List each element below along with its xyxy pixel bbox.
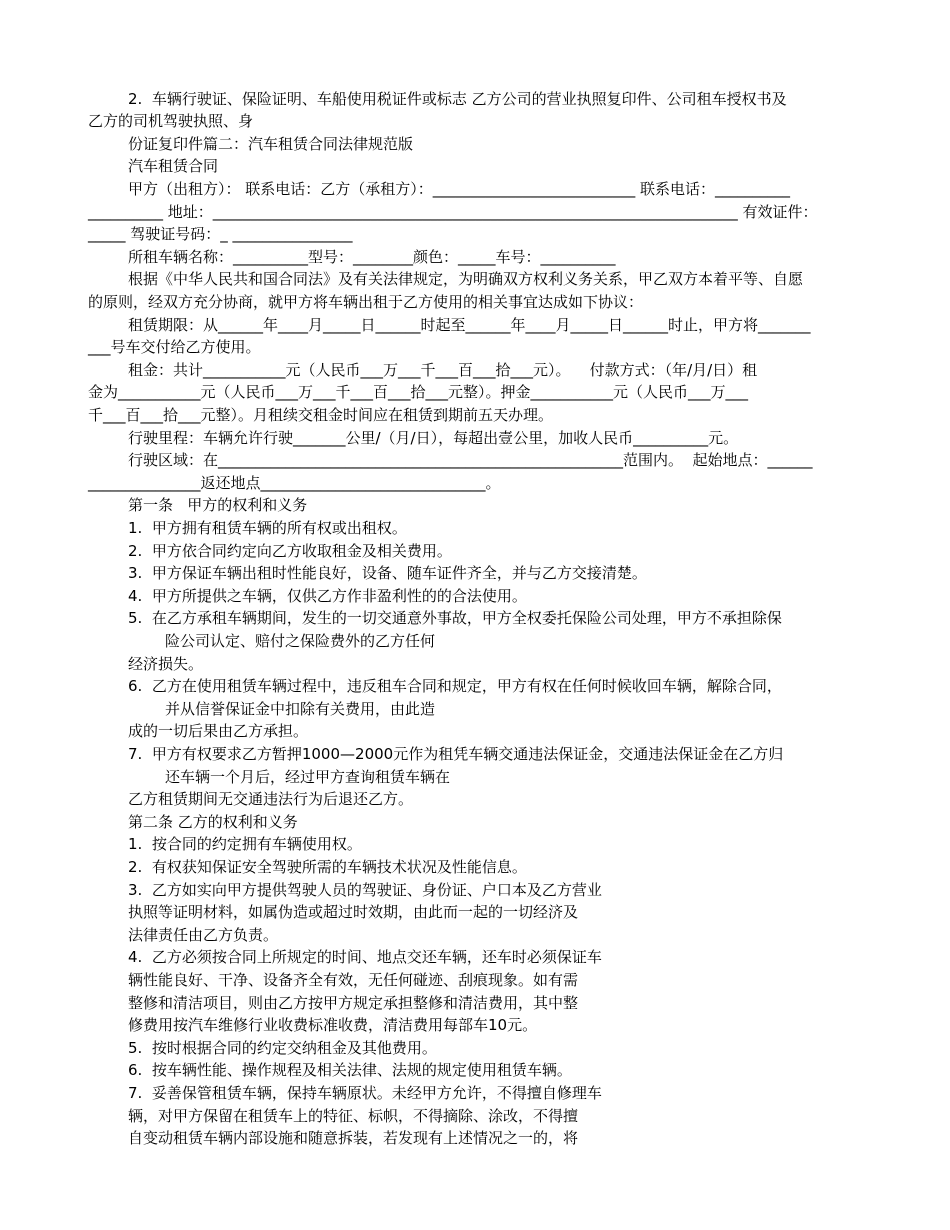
text-line: 乙方的司机驾驶执照、身 <box>88 112 254 130</box>
text-line: 行驶区域：在______________________________________________________范围内。 起始地点：______ <box>128 451 813 469</box>
list-item: 2. 甲方依合同约定向乙方收取租金及相关费用。 <box>128 542 452 560</box>
text-line: 还车辆一个月后，经过甲方查询租赁车辆在 <box>165 768 451 786</box>
list-item: 5. 在乙方承租车辆期间，发生的一切交通意外事故，甲方全权委托保险公司处理，甲方不承担除保 <box>128 609 782 627</box>
list-item: 1. 按合同的约定拥有车辆使用权。 <box>128 835 362 853</box>
text-line: 行驶里程：车辆允许行驶_______公里/（月/日），每超出壹公里，加收人民币__________元。 <box>128 429 739 447</box>
text-line: 2. 车辆行驶证、保险证明、车船使用税证件或标志 乙方公司的营业执照复印件、公司租车授权书及 <box>128 90 787 108</box>
text-line: 乙方租赁期间无交通违法行为后退还乙方。 <box>128 790 414 808</box>
list-item: 6. 乙方在使用租赁车辆过程中，违反租车合同和规定，甲方有权在任何时候收回车辆，解除合同， <box>128 677 782 695</box>
section-heading: 第二条 乙方的权利和义务 <box>128 813 298 831</box>
text-line: 租赁期限：从______年____月_____日______时起至______年____月_____日______时止，甲方将_______ <box>128 316 811 334</box>
list-item: 3. 乙方如实向甲方提供驾驶人员的驾驶证、身份证、户口本及乙方营业 <box>128 881 602 899</box>
section-heading: 第一条 甲方的权利和义务 <box>128 496 308 514</box>
text-line: 并从信誉保证金中扣除有关费用，由此造 <box>165 700 436 718</box>
text-line: 险公司认定、赔付之保险费外的乙方任何 <box>165 632 436 650</box>
document-title: 汽车租赁合同 <box>128 157 219 175</box>
text-line: 所租车辆名称：__________型号：________颜色：_____车号：__________ <box>128 248 616 266</box>
text-line: 根据《中华人民共和国合同法》及有关法律规定，为明确双方权利义务关系，甲乙双方本着平等、自愿 <box>128 270 804 288</box>
list-item: 3. 甲方保证车辆出租时性能良好，设备、随车证件齐全，并与乙方交接清楚。 <box>128 564 647 582</box>
text-line: ___号车交付给乙方使用。 <box>88 338 261 356</box>
list-item: 7. 妥善保管租赁车辆，保持车辆原状。未经甲方允许，不得擅自修理车 <box>128 1084 602 1102</box>
text-line: 修费用按汽车维修行业收费标准收费，清洁费用每部车10元。 <box>128 1016 538 1034</box>
list-item: 7. 甲方有权要求乙方暂押1000—2000元作为租凭车辆交通违法保证金，交通违法保证金在乙方归 <box>128 745 784 763</box>
text-line: 辆，对甲方保留在租赁车上的特征、标帜，不得摘除、涂改，不得擅 <box>128 1107 579 1125</box>
text-line: 经济损失。 <box>128 655 204 673</box>
text-line: 金为___________元（人民币___万___千___百___拾___元整）。押金___________元（人民币___万___ <box>88 383 749 401</box>
list-item: 1. 甲方拥有租赁车辆的所有权或出租权。 <box>128 519 407 537</box>
list-item: 2. 有权获知保证安全驾驶所需的车辆技术状况及性能信息。 <box>128 858 527 876</box>
list-item: 4. 乙方必须按合同上所规定的时间、地点交还车辆，还车时必须保证车 <box>128 948 602 966</box>
list-item: 6. 按车辆性能、操作规程及相关法律、法规的规定使用租赁车辆。 <box>128 1061 572 1079</box>
text-line: _____ 驾驶证号码：_ ________________ <box>88 225 353 243</box>
text-line: __________ 地址：______________________________________________________________________ 有效证件： <box>88 203 818 221</box>
list-item: 5. 按时根据合同的约定交纳租金及其他费用。 <box>128 1039 437 1057</box>
text-line: 自变动租赁车辆内部设施和随意拆装，若发现有上述情况之一的，将 <box>128 1129 579 1147</box>
text-line: 份证复印件篇二：汽车租赁合同法律规范版 <box>128 135 414 153</box>
text-line: 的原则，经双方充分协商，就甲方将车辆出租于乙方使用的相关事宜达成如下协议： <box>88 293 644 311</box>
text-line: 执照等证明材料，如属伪造或超过时效期，由此而一起的一切经济及 <box>128 903 579 921</box>
text-line: 整修和清洁项目，则由乙方按甲方规定承担整修和清洁费用，其中整 <box>128 994 579 1012</box>
text-line: 甲方（出租方）： 联系电话：乙方（承租方）：___________________________ 联系电话：__________ <box>128 180 791 198</box>
text-line: _______________返还地点______________________________。 <box>88 474 501 492</box>
list-item: 4. 甲方所提供之车辆，仅供乙方作非盈利性的的合法使用。 <box>128 587 527 605</box>
text-line: 成的一切后果由乙方承担。 <box>128 722 309 740</box>
text-line: 辆性能良好、干净、设备齐全有效，无任何碰迹、刮痕现象。如有需 <box>128 971 579 989</box>
text-line: 千___百___拾___元整）。月租续交租金时间应在租赁到期前五天办理。 <box>88 406 554 424</box>
text-line: 法律责任由乙方负责。 <box>128 926 279 944</box>
text-line: 租金：共计___________元（人民币___万___千___百___拾___元）。 付款方式：（年/月/日）租 <box>128 361 758 379</box>
